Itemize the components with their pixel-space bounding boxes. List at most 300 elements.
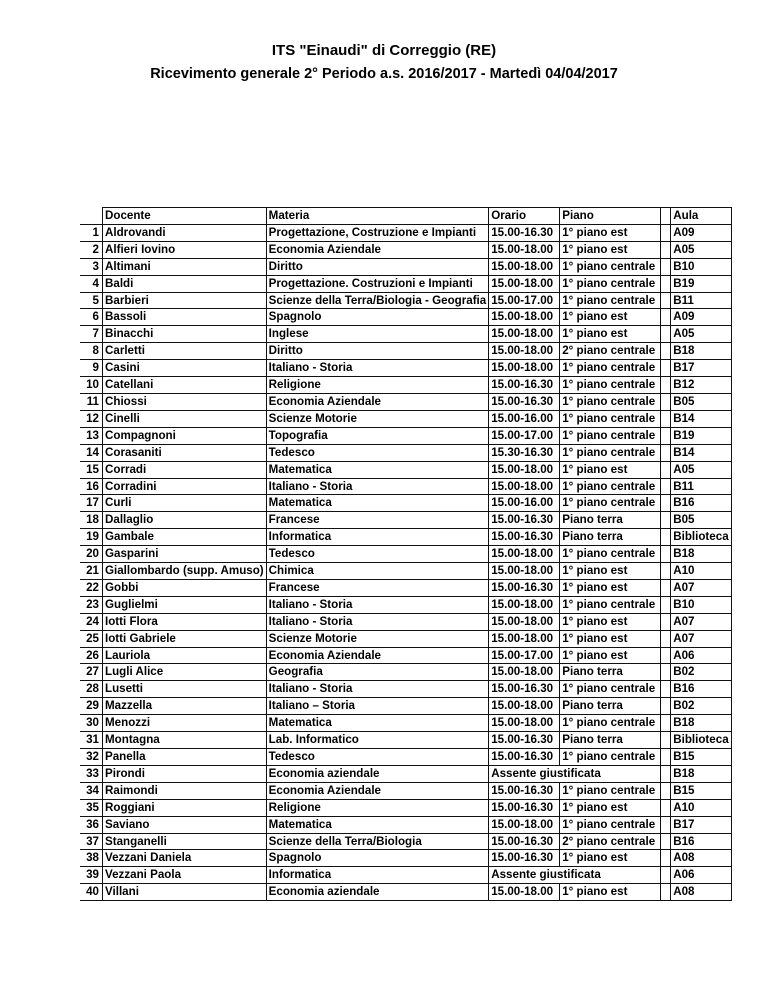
- row-number: 8: [80, 343, 103, 360]
- table-row: [80, 782, 731, 799]
- cell-gap: [661, 529, 671, 546]
- cell-orario: 15.00-18.00: [489, 630, 560, 647]
- table-row: [80, 309, 731, 326]
- cell-gap: [661, 850, 671, 867]
- cell-docente: Guglielmi: [103, 596, 267, 613]
- table-row: [80, 427, 731, 444]
- cell-orario: 15.00-18.00: [489, 715, 560, 732]
- cell-piano: 1° piano centrale: [560, 715, 661, 732]
- cell-gap: [661, 377, 671, 394]
- cell-docente: Catellani: [103, 377, 267, 394]
- cell-piano: 1° piano centrale: [560, 596, 661, 613]
- cell-aula: A06: [671, 867, 731, 884]
- cell-orario: 15.00-18.00: [489, 884, 560, 901]
- row-number: 19: [80, 529, 103, 546]
- row-number: 20: [80, 546, 103, 563]
- cell-gap: [661, 512, 671, 529]
- cell-orario: 15.00-17.00: [489, 427, 560, 444]
- cell-aula: B18: [671, 343, 731, 360]
- table-row: [80, 698, 731, 715]
- row-number: 15: [80, 461, 103, 478]
- cell-gap: [661, 563, 671, 580]
- cell-aula: B14: [671, 410, 731, 427]
- table-row: [80, 343, 731, 360]
- cell-materia: Francese: [266, 512, 489, 529]
- cell-orario: 15.00-18.00: [489, 275, 560, 292]
- cell-piano: 1° piano est: [560, 461, 661, 478]
- header-piano: Piano: [560, 208, 661, 225]
- row-number: 22: [80, 579, 103, 596]
- cell-piano: Piano terra: [560, 664, 661, 681]
- row-number: 34: [80, 782, 103, 799]
- cell-gap: [661, 579, 671, 596]
- cell-gap: [661, 343, 671, 360]
- cell-materia: Italiano - Storia: [266, 596, 489, 613]
- cell-orario: 15.00-16.30: [489, 512, 560, 529]
- cell-orario: 15.00-16.30: [489, 393, 560, 410]
- cell-orario: 15.00-17.00: [489, 647, 560, 664]
- header-orario: Orario: [489, 208, 560, 225]
- cell-aula: B14: [671, 444, 731, 461]
- row-number: 29: [80, 698, 103, 715]
- cell-gap: [661, 326, 671, 343]
- cell-piano: 1° piano centrale: [560, 393, 661, 410]
- cell-docente: Curli: [103, 495, 267, 512]
- row-number: 30: [80, 715, 103, 732]
- cell-orario: Assente giustificata: [489, 867, 661, 884]
- cell-gap: [661, 444, 671, 461]
- cell-aula: B15: [671, 749, 731, 766]
- row-number: 5: [80, 292, 103, 309]
- cell-gap: [661, 765, 671, 782]
- cell-docente: Raimondi: [103, 782, 267, 799]
- cell-aula: B02: [671, 664, 731, 681]
- cell-docente: Pirondi: [103, 765, 267, 782]
- cell-orario: 15.00-16.30: [489, 579, 560, 596]
- cell-piano: 1° piano centrale: [560, 410, 661, 427]
- cell-materia: Italiano - Storia: [266, 613, 489, 630]
- cell-docente: Stanganelli: [103, 833, 267, 850]
- cell-piano: 1° piano centrale: [560, 782, 661, 799]
- row-number: 2: [80, 241, 103, 258]
- cell-gap: [661, 224, 671, 241]
- cell-orario: 15.00-18.00: [489, 309, 560, 326]
- cell-aula: A06: [671, 647, 731, 664]
- cell-piano: 1° piano centrale: [560, 427, 661, 444]
- table-row: [80, 630, 731, 647]
- cell-gap: [661, 258, 671, 275]
- cell-orario: 15.00-18.00: [489, 816, 560, 833]
- cell-piano: 1° piano est: [560, 309, 661, 326]
- cell-orario: 15.00-16.30: [489, 732, 560, 749]
- cell-docente: Corradini: [103, 478, 267, 495]
- row-number: 27: [80, 664, 103, 681]
- cell-materia: Religione: [266, 799, 489, 816]
- cell-piano: 1° piano est: [560, 613, 661, 630]
- table-row: [80, 850, 731, 867]
- table-row: [80, 664, 731, 681]
- cell-docente: Cinelli: [103, 410, 267, 427]
- cell-gap: [661, 749, 671, 766]
- cell-docente: Altimani: [103, 258, 267, 275]
- table-row: [80, 275, 731, 292]
- cell-materia: Diritto: [266, 343, 489, 360]
- cell-orario: 15.00-16.00: [489, 495, 560, 512]
- row-number: 4: [80, 275, 103, 292]
- cell-materia: Tedesco: [266, 444, 489, 461]
- table-row: [80, 410, 731, 427]
- cell-materia: Spagnolo: [266, 309, 489, 326]
- cell-materia: Spagnolo: [266, 850, 489, 867]
- cell-orario: 15.30-16.30: [489, 444, 560, 461]
- cell-aula: A10: [671, 563, 731, 580]
- table-row: [80, 444, 731, 461]
- table-row: [80, 647, 731, 664]
- row-number: 39: [80, 867, 103, 884]
- cell-materia: Matematica: [266, 816, 489, 833]
- table-row: [80, 461, 731, 478]
- table-row: [80, 546, 731, 563]
- table-row: [80, 241, 731, 258]
- cell-aula: B16: [671, 681, 731, 698]
- cell-aula: B15: [671, 782, 731, 799]
- cell-docente: Corradi: [103, 461, 267, 478]
- cell-docente: Lugli Alice: [103, 664, 267, 681]
- table-row: [80, 360, 731, 377]
- cell-piano: 1° piano centrale: [560, 258, 661, 275]
- cell-aula: B19: [671, 275, 731, 292]
- cell-materia: Tedesco: [266, 546, 489, 563]
- cell-piano: 1° piano centrale: [560, 292, 661, 309]
- cell-materia: Economia Aziendale: [266, 782, 489, 799]
- cell-materia: Economia Aziendale: [266, 393, 489, 410]
- cell-aula: A09: [671, 224, 731, 241]
- row-number: 13: [80, 427, 103, 444]
- cell-docente: Mazzella: [103, 698, 267, 715]
- cell-orario: 15.00-18.00: [489, 698, 560, 715]
- cell-gap: [661, 393, 671, 410]
- cell-gap: [661, 782, 671, 799]
- cell-docente: Binacchi: [103, 326, 267, 343]
- cell-orario: 15.00-18.00: [489, 241, 560, 258]
- document-subtitle: Ricevimento generale 2° Periodo a.s. 2016/2017 - Martedì 04/04/2017: [150, 66, 618, 82]
- cell-gap: [661, 664, 671, 681]
- cell-aula: B10: [671, 258, 731, 275]
- row-number: 14: [80, 444, 103, 461]
- cell-docente: Barbieri: [103, 292, 267, 309]
- cell-aula: A07: [671, 613, 731, 630]
- cell-piano: 1° piano centrale: [560, 749, 661, 766]
- cell-docente: Vezzani Daniela: [103, 850, 267, 867]
- table-row: [80, 613, 731, 630]
- cell-materia: Progettazione, Costruzione e Impianti: [266, 224, 489, 241]
- cell-docente: Menozzi: [103, 715, 267, 732]
- cell-docente: Gambale: [103, 529, 267, 546]
- cell-orario: 15.00-16.30: [489, 782, 560, 799]
- cell-docente: Vezzani Paola: [103, 867, 267, 884]
- row-number: 36: [80, 816, 103, 833]
- cell-gap: [661, 546, 671, 563]
- cell-piano: 1° piano est: [560, 884, 661, 901]
- cell-aula: A05: [671, 326, 731, 343]
- cell-aula: B16: [671, 833, 731, 850]
- cell-docente: Baldi: [103, 275, 267, 292]
- cell-orario: 15.00-16.30: [489, 681, 560, 698]
- table-row: [80, 377, 731, 394]
- row-number: 11: [80, 393, 103, 410]
- row-number: 23: [80, 596, 103, 613]
- cell-docente: Carletti: [103, 343, 267, 360]
- cell-piano: 1° piano est: [560, 630, 661, 647]
- cell-docente: Gasparini: [103, 546, 267, 563]
- cell-docente: Roggiani: [103, 799, 267, 816]
- table-row: [80, 326, 731, 343]
- cell-gap: [661, 292, 671, 309]
- row-number: 1: [80, 224, 103, 241]
- cell-orario: 15.00-18.00: [489, 563, 560, 580]
- cell-gap: [661, 715, 671, 732]
- cell-materia: Francese: [266, 579, 489, 596]
- cell-piano: 1° piano est: [560, 241, 661, 258]
- cell-piano: 1° piano est: [560, 224, 661, 241]
- row-number: 6: [80, 309, 103, 326]
- cell-gap: [661, 596, 671, 613]
- cell-orario: 15.00-16.30: [489, 799, 560, 816]
- cell-materia: Scienze della Terra/Biologia - Geografia: [266, 292, 489, 309]
- cell-piano: 1° piano centrale: [560, 444, 661, 461]
- schedule-table: [80, 207, 732, 901]
- table-row: [80, 512, 731, 529]
- cell-piano: 1° piano est: [560, 326, 661, 343]
- cell-orario: 15.00-18.00: [489, 664, 560, 681]
- cell-aula: A09: [671, 309, 731, 326]
- cell-gap: [661, 799, 671, 816]
- cell-aula: A05: [671, 241, 731, 258]
- cell-docente: Iotti Flora: [103, 613, 267, 630]
- cell-aula: A05: [671, 461, 731, 478]
- table-header-row: [80, 208, 731, 225]
- cell-orario: 15.00-16.30: [489, 377, 560, 394]
- table-row: [80, 765, 731, 782]
- cell-gap: [661, 478, 671, 495]
- cell-piano: Piano terra: [560, 512, 661, 529]
- cell-materia: Religione: [266, 377, 489, 394]
- row-number: 12: [80, 410, 103, 427]
- row-number: 35: [80, 799, 103, 816]
- header-materia: Materia: [266, 208, 489, 225]
- cell-gap: [661, 309, 671, 326]
- cell-materia: Tedesco: [266, 749, 489, 766]
- cell-aula: B05: [671, 512, 731, 529]
- cell-materia: Economia aziendale: [266, 884, 489, 901]
- cell-gap: [661, 681, 671, 698]
- table-row: [80, 478, 731, 495]
- cell-aula: A10: [671, 799, 731, 816]
- table-row: [80, 563, 731, 580]
- row-number: 21: [80, 563, 103, 580]
- cell-docente: Panella: [103, 749, 267, 766]
- table-row: [80, 715, 731, 732]
- cell-piano: 1° piano centrale: [560, 377, 661, 394]
- cell-aula: B11: [671, 478, 731, 495]
- cell-piano: 1° piano centrale: [560, 681, 661, 698]
- table-row: [80, 816, 731, 833]
- row-number: 28: [80, 681, 103, 698]
- row-number: 18: [80, 512, 103, 529]
- cell-orario: 15.00-16.30: [489, 850, 560, 867]
- cell-aula: B18: [671, 765, 731, 782]
- cell-docente: Corasaniti: [103, 444, 267, 461]
- cell-docente: Lusetti: [103, 681, 267, 698]
- cell-docente: Aldrovandi: [103, 224, 267, 241]
- row-number: 24: [80, 613, 103, 630]
- cell-gap: [661, 732, 671, 749]
- table-row: [80, 867, 731, 884]
- cell-piano: Piano terra: [560, 732, 661, 749]
- cell-docente: Villani: [103, 884, 267, 901]
- row-number: 16: [80, 478, 103, 495]
- row-number: 37: [80, 833, 103, 850]
- header-gap: [661, 208, 671, 225]
- table-row: [80, 224, 731, 241]
- table-row: [80, 292, 731, 309]
- cell-orario: 15.00-16.30: [489, 529, 560, 546]
- cell-orario: 15.00-17.00: [489, 292, 560, 309]
- cell-materia: Geografia: [266, 664, 489, 681]
- cell-piano: 1° piano est: [560, 799, 661, 816]
- row-number: 7: [80, 326, 103, 343]
- cell-gap: [661, 427, 671, 444]
- row-number: 9: [80, 360, 103, 377]
- cell-materia: Economia Aziendale: [266, 647, 489, 664]
- cell-piano: 2° piano centrale: [560, 343, 661, 360]
- cell-aula: B18: [671, 715, 731, 732]
- cell-aula: Biblioteca: [671, 529, 731, 546]
- cell-materia: Lab. Informatico: [266, 732, 489, 749]
- cell-docente: Saviano: [103, 816, 267, 833]
- cell-aula: B12: [671, 377, 731, 394]
- cell-materia: Matematica: [266, 715, 489, 732]
- cell-gap: [661, 241, 671, 258]
- cell-piano: 1° piano est: [560, 563, 661, 580]
- cell-orario: 15.00-18.00: [489, 596, 560, 613]
- row-number: 26: [80, 647, 103, 664]
- cell-piano: 1° piano centrale: [560, 478, 661, 495]
- cell-orario: 15.00-18.00: [489, 360, 560, 377]
- document-title: ITS "Einaudi" di Correggio (RE): [271, 42, 497, 59]
- row-number: 31: [80, 732, 103, 749]
- cell-aula: A07: [671, 630, 731, 647]
- row-number: 17: [80, 495, 103, 512]
- cell-docente: Bassoli: [103, 309, 267, 326]
- cell-materia: Chimica: [266, 563, 489, 580]
- cell-aula: B05: [671, 393, 731, 410]
- row-number: 25: [80, 630, 103, 647]
- table-row: [80, 529, 731, 546]
- header-number: [80, 208, 103, 225]
- table-body: [80, 224, 731, 900]
- cell-materia: Informatica: [266, 867, 489, 884]
- cell-gap: [661, 698, 671, 715]
- cell-materia: Economia aziendale: [266, 765, 489, 782]
- cell-docente: Alfieri Iovino: [103, 241, 267, 258]
- cell-materia: Inglese: [266, 326, 489, 343]
- cell-materia: Diritto: [266, 258, 489, 275]
- table-row: [80, 495, 731, 512]
- cell-orario: 15.00-18.00: [489, 258, 560, 275]
- table-row: [80, 833, 731, 850]
- cell-docente: Chiossi: [103, 393, 267, 410]
- cell-aula: B18: [671, 546, 731, 563]
- cell-piano: 2° piano centrale: [560, 833, 661, 850]
- cell-orario: 15.00-18.00: [489, 546, 560, 563]
- cell-orario: 15.00-18.00: [489, 478, 560, 495]
- cell-piano: 1° piano centrale: [560, 546, 661, 563]
- cell-gap: [661, 360, 671, 377]
- cell-piano: 1° piano est: [560, 850, 661, 867]
- cell-aula: A07: [671, 579, 731, 596]
- table-row: [80, 884, 731, 901]
- cell-materia: Progettazione. Costruzioni e Impianti: [266, 275, 489, 292]
- cell-aula: B02: [671, 698, 731, 715]
- cell-orario: 15.00-16.30: [489, 833, 560, 850]
- cell-piano: 1° piano centrale: [560, 495, 661, 512]
- cell-aula: A08: [671, 884, 731, 901]
- cell-aula: B16: [671, 495, 731, 512]
- cell-gap: [661, 410, 671, 427]
- cell-piano: 1° piano centrale: [560, 275, 661, 292]
- cell-gap: [661, 816, 671, 833]
- cell-orario: 15.00-16.30: [489, 224, 560, 241]
- row-number: 10: [80, 377, 103, 394]
- cell-gap: [661, 613, 671, 630]
- cell-materia: Scienze Motorie: [266, 410, 489, 427]
- cell-aula: B11: [671, 292, 731, 309]
- row-number: 33: [80, 765, 103, 782]
- cell-materia: Italiano - Storia: [266, 681, 489, 698]
- cell-materia: Italiano – Storia: [266, 698, 489, 715]
- row-number: 38: [80, 850, 103, 867]
- cell-aula: B10: [671, 596, 731, 613]
- cell-piano: Piano terra: [560, 698, 661, 715]
- cell-materia: Scienze Motorie: [266, 630, 489, 647]
- cell-orario: Assente giustificata: [489, 765, 661, 782]
- cell-piano: 1° piano centrale: [560, 816, 661, 833]
- cell-aula: Biblioteca: [671, 732, 731, 749]
- cell-aula: B17: [671, 816, 731, 833]
- cell-orario: 15.00-16.30: [489, 749, 560, 766]
- cell-orario: 15.00-18.00: [489, 613, 560, 630]
- cell-orario: 15.00-16.00: [489, 410, 560, 427]
- cell-piano: 1° piano centrale: [560, 360, 661, 377]
- cell-docente: Casini: [103, 360, 267, 377]
- row-number: 32: [80, 749, 103, 766]
- cell-docente: Lauriola: [103, 647, 267, 664]
- cell-gap: [661, 884, 671, 901]
- cell-materia: Economia Aziendale: [266, 241, 489, 258]
- table-row: [80, 596, 731, 613]
- cell-gap: [661, 867, 671, 884]
- cell-materia: Scienze della Terra/Biologia: [266, 833, 489, 850]
- cell-gap: [661, 647, 671, 664]
- row-number: 3: [80, 258, 103, 275]
- cell-piano: Piano terra: [560, 529, 661, 546]
- cell-materia: Italiano - Storia: [266, 360, 489, 377]
- row-number: 40: [80, 884, 103, 901]
- cell-aula: B17: [671, 360, 731, 377]
- cell-piano: 1° piano est: [560, 579, 661, 596]
- cell-docente: Dallaglio: [103, 512, 267, 529]
